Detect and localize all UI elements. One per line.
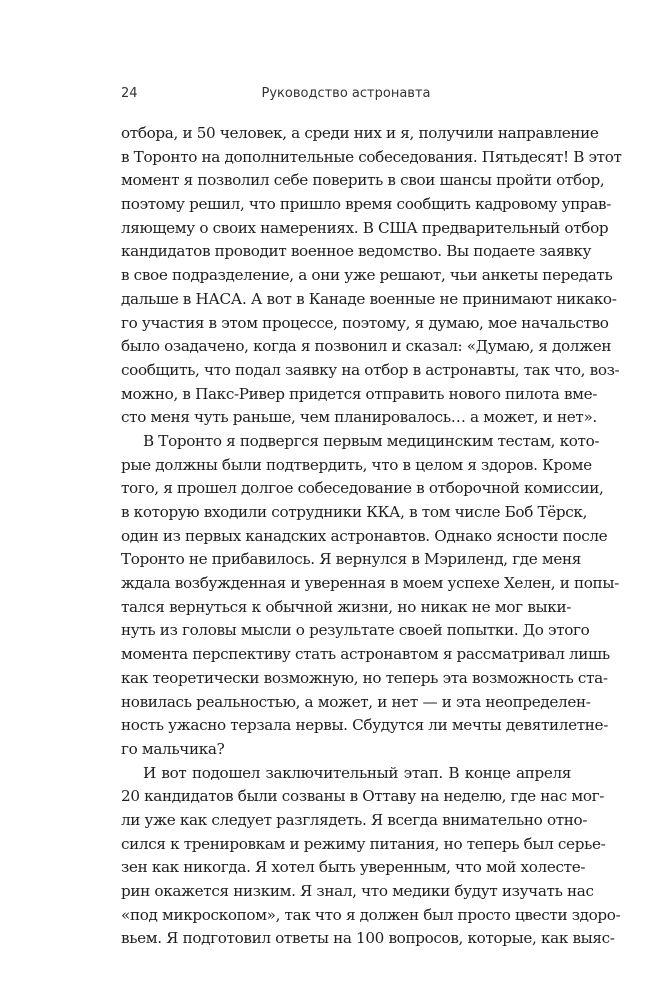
text-line: ли уже как следует разглядеть. Я всегда внимательно отно-	[121, 810, 588, 829]
text-line: было озадачено, когда я позвонил и сказал: «Думаю, я должен	[121, 337, 612, 356]
page-body-text	[121, 122, 622, 951]
running-header	[121, 86, 571, 106]
text-line: нуть из головы мысли о результате своей попытки. До этого	[121, 621, 590, 640]
text-line: И вот подошел заключительный этап. В конце апреля	[143, 763, 571, 782]
text-line: дальше в НАСА. А вот в Канаде военные не принимают никако-	[121, 289, 617, 308]
text-line: го участия в этом процессе, поэтому, я думаю, мое начальство	[121, 313, 609, 332]
text-line: ждала возбужденная и уверенная в моем успехе Хелен, и попы-	[121, 574, 619, 593]
text-line: кандидатов проводит военное ведомство. Вы подаете заявку	[121, 242, 592, 261]
text-line: Торонто не прибавилось. Я вернулся в Мэриленд, где меня	[121, 550, 582, 569]
text-line: того, я прошел долгое собеседование в отборочной комиссии,	[121, 479, 604, 498]
paragraph	[121, 762, 621, 952]
text-line: в которую входили сотрудники ККА, в том числе Боб Тёрск,	[121, 503, 588, 521]
paragraph	[121, 430, 619, 762]
text-line: как теоретически возможную, но теперь эта возможность ста-	[121, 668, 608, 687]
text-line: можно, в Пакс-Ривер придется отправить нового пилота вме-	[121, 384, 598, 403]
running-title: Руководство астронавта	[261, 86, 431, 101]
text-line: го мальчика?	[121, 739, 225, 758]
text-line: в Торонто на дополнительные собеседования. Пятьдесят! В этот	[121, 147, 622, 166]
text-line: отбора, и 50 человек, а среди них и я, получили направление	[121, 124, 599, 142]
text-line: рин окажется низким. Я знал, что медики будут изучать нас	[121, 882, 594, 900]
text-line: зен как никогда. Я хотел быть уверенным, что мой холесте-	[121, 858, 586, 877]
text-line: момента перспективу стать астронавтом я рассматривал лишь	[121, 645, 610, 664]
text-line: в свое подразделение, а они уже решают, чьи анкеты передать	[121, 266, 613, 285]
text-line: ляющему о своих намерениях. В США предварительный отбор	[121, 218, 609, 237]
text-line: один из первых канадских астронавтов. Однако ясности после	[121, 526, 608, 545]
text-line: вьем. Я подготовил ответы на 100 вопросов, которые, как выяс-	[121, 929, 615, 948]
text-line: «под микроскопом», так что я должен был просто цвести здоро-	[121, 905, 621, 924]
text-line: рые должны были подтвердить, что в целом я здоров. Кроме	[121, 455, 592, 474]
text-line: ность ужасно терзала нервы. Сбудутся ли мечты девятилетне-	[121, 716, 608, 735]
text-line: тался вернуться к обычной жизни, но никак не мог выки-	[121, 597, 571, 616]
text-line: новилась реальностью, а может, и нет — и эта неопределен-	[121, 692, 591, 711]
text-line: В Торонто я подвергся первым медицинским тестам, кото-	[143, 431, 600, 450]
paragraph	[121, 122, 622, 430]
text-line: сообщить, что подал заявку на отбор в астронавты, так что, воз-	[121, 360, 620, 379]
page-number: 24	[121, 86, 138, 101]
text-line: момент я позволил себе поверить в свои шансы пройти отбор,	[121, 171, 605, 190]
text-line: поэтому решил, что пришло время сообщить кадровому управ-	[121, 195, 612, 214]
text-line: сто меня чуть раньше, чем планировалось… а может, и нет».	[121, 408, 597, 427]
text-line: сился к тренировкам и режиму питания, но теперь был серье-	[121, 834, 606, 853]
text-line: 20 кандидатов были созваны в Оттаву на неделю, где нас мог-	[121, 787, 605, 806]
